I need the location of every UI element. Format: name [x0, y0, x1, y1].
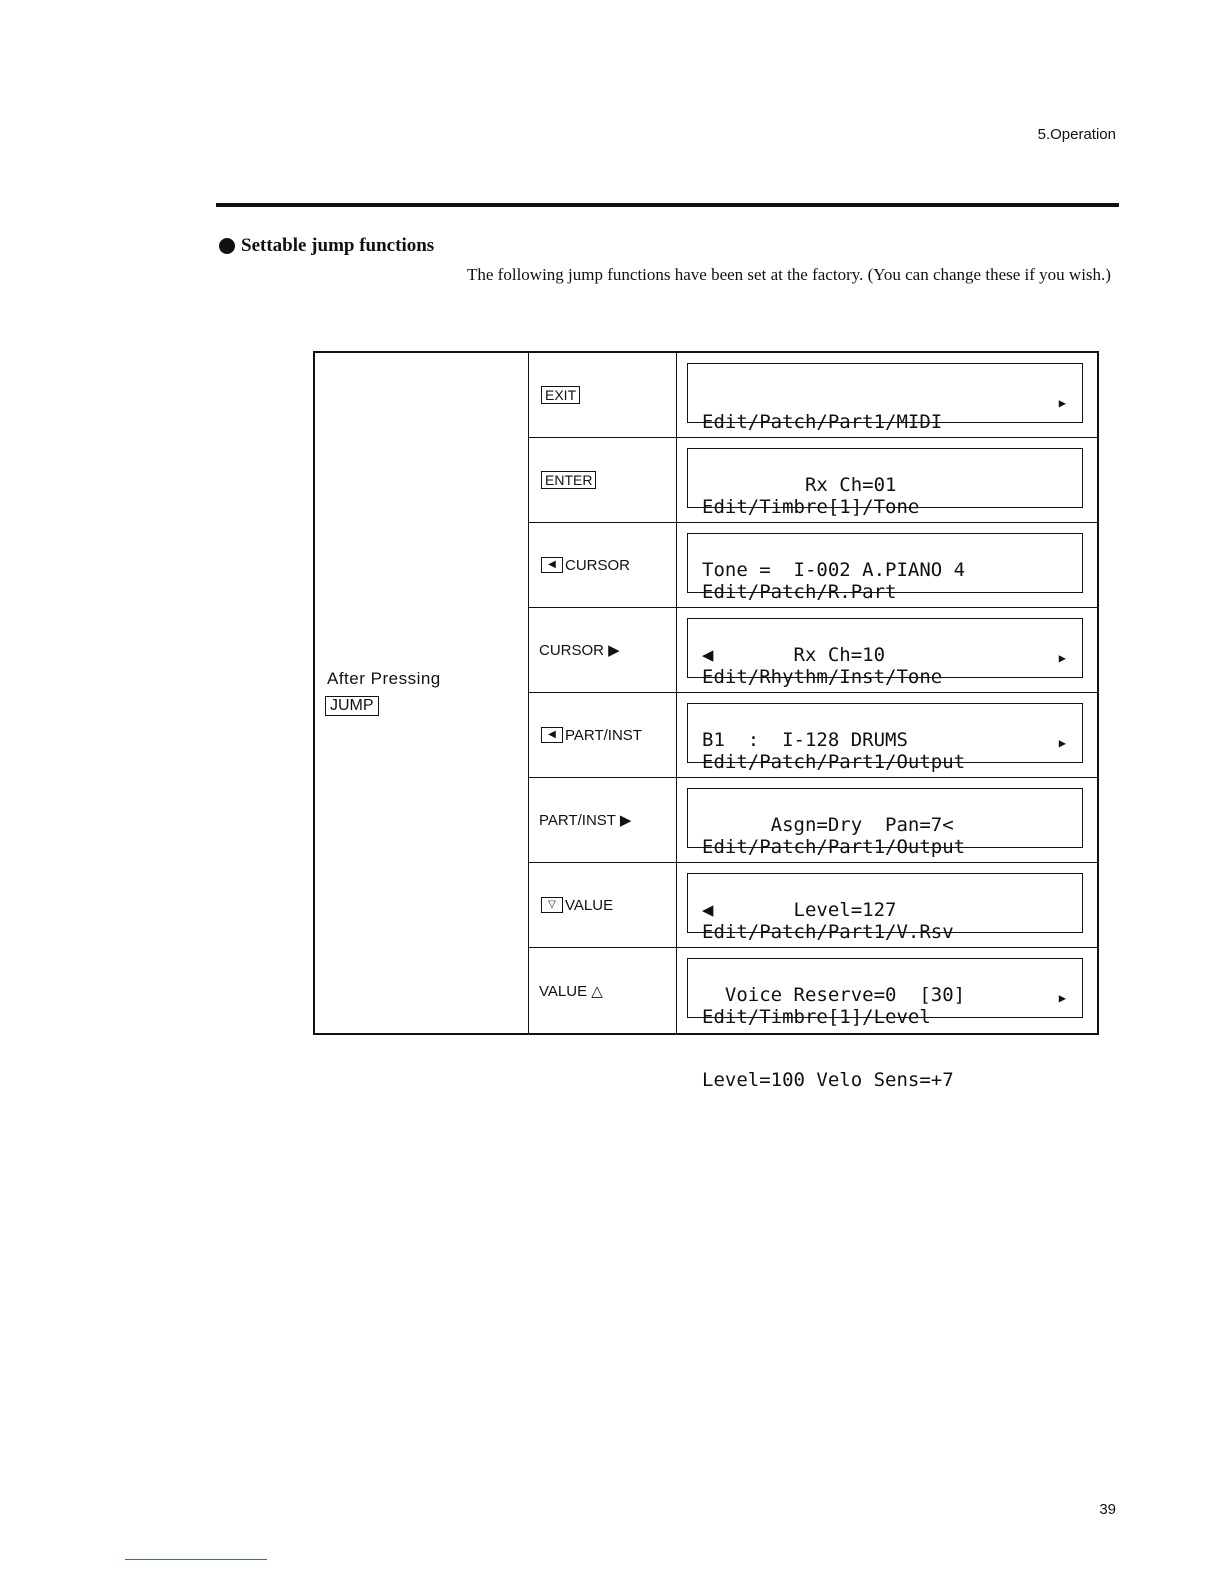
key-cell — [529, 863, 677, 947]
page-number: 39 — [1099, 1501, 1116, 1518]
bullet-icon — [219, 238, 235, 254]
after-pressing-label: After Pressing — [327, 669, 441, 688]
key-cell — [529, 523, 677, 607]
lcd-line-1: Edit/Patch/R.Part — [702, 581, 897, 603]
section-heading — [219, 235, 434, 257]
lcd-line-2: B1 : I-128 DRUMS — [702, 729, 908, 751]
jump-functions-table — [313, 351, 1099, 1091]
key-cell — [529, 948, 677, 1033]
lcd-display — [687, 788, 1083, 921]
bottom-decorative-line — [125, 1559, 267, 1560]
heading-text: Settable jump functions — [241, 235, 435, 256]
key-cell — [529, 608, 677, 692]
right-arrow-icon: ▶ — [1058, 736, 1066, 750]
enter-key: ENTER — [541, 471, 596, 489]
lcd-line-1: Edit/Patch/Part1/Output — [702, 751, 966, 773]
cursor-right-key-label: CURSOR ▶ — [539, 642, 620, 659]
right-arrow-icon: ▶ — [1058, 651, 1066, 665]
lcd-display — [687, 533, 1083, 666]
lcd-display — [687, 873, 1083, 1006]
lcd-line-2: Asgn=Dry Pan=7< — [702, 814, 954, 836]
lcd-display — [687, 958, 1083, 1091]
jump-key: JUMP — [325, 696, 379, 716]
intro-paragraph: The following jump functions have been set at the factory. (You can change these if you wish.) — [467, 265, 1111, 284]
lcd-display — [687, 618, 1083, 751]
lcd-line-1: Edit/Timbre[1]/Tone — [702, 496, 920, 518]
right-arrow-icon: ▶ — [1058, 991, 1066, 1005]
value-key-label: VALUE — [565, 896, 614, 914]
left-arrow-icon: ◀ — [541, 727, 563, 743]
lcd-display — [687, 703, 1083, 836]
lcd-line-2: Rx Ch=01 — [702, 474, 897, 496]
cursor-key-label: CURSOR — [565, 556, 631, 574]
lcd-line-2: ◀ Rx Ch=10 — [702, 644, 886, 666]
lcd-display — [687, 448, 1083, 581]
lcd-line-2: Level=100 Velo Sens=+7 — [702, 1069, 954, 1091]
lcd-line-2: ◀ Level=127 — [702, 899, 897, 921]
key-cell — [529, 438, 677, 522]
right-arrow-icon: ▶ — [1058, 396, 1066, 410]
section-header: 5.Operation — [1037, 126, 1116, 143]
lcd-line-1: Edit/Timbre[1]/Level — [702, 1006, 931, 1028]
table-row — [529, 863, 1097, 1006]
value-up-key-label: VALUE △ — [539, 982, 603, 1000]
lcd-line-2: Voice Reserve=0 [30] — [702, 984, 966, 1006]
key-cell — [529, 353, 677, 437]
lcd-line-1: Edit/Patch/Part1/Output — [702, 836, 966, 858]
lcd-line-1: Edit/Patch/Part1/MIDI — [702, 411, 943, 433]
part-inst-right-key-label: PART/INST ▶ — [539, 812, 632, 829]
lcd-line-1: Edit/Patch/Part1/V.Rsv — [702, 921, 954, 943]
key-cell — [529, 778, 677, 862]
key-cell — [529, 693, 677, 777]
down-triangle-icon: ▽ — [541, 897, 563, 913]
header-rule — [216, 203, 1119, 207]
left-arrow-icon: ◀ — [541, 557, 563, 573]
lcd-line-1: Edit/Rhythm/Inst/Tone — [702, 666, 943, 688]
lcd-display — [687, 363, 1083, 496]
part-inst-key-label: PART/INST — [565, 726, 642, 744]
table-row — [529, 693, 1097, 836]
table-row — [529, 948, 1097, 1091]
exit-key: EXIT — [541, 386, 580, 404]
table-row — [529, 523, 1097, 666]
lcd-line-2: Tone = I-002 A.PIANO 4 — [702, 559, 966, 581]
after-pressing-cell — [315, 353, 529, 1033]
